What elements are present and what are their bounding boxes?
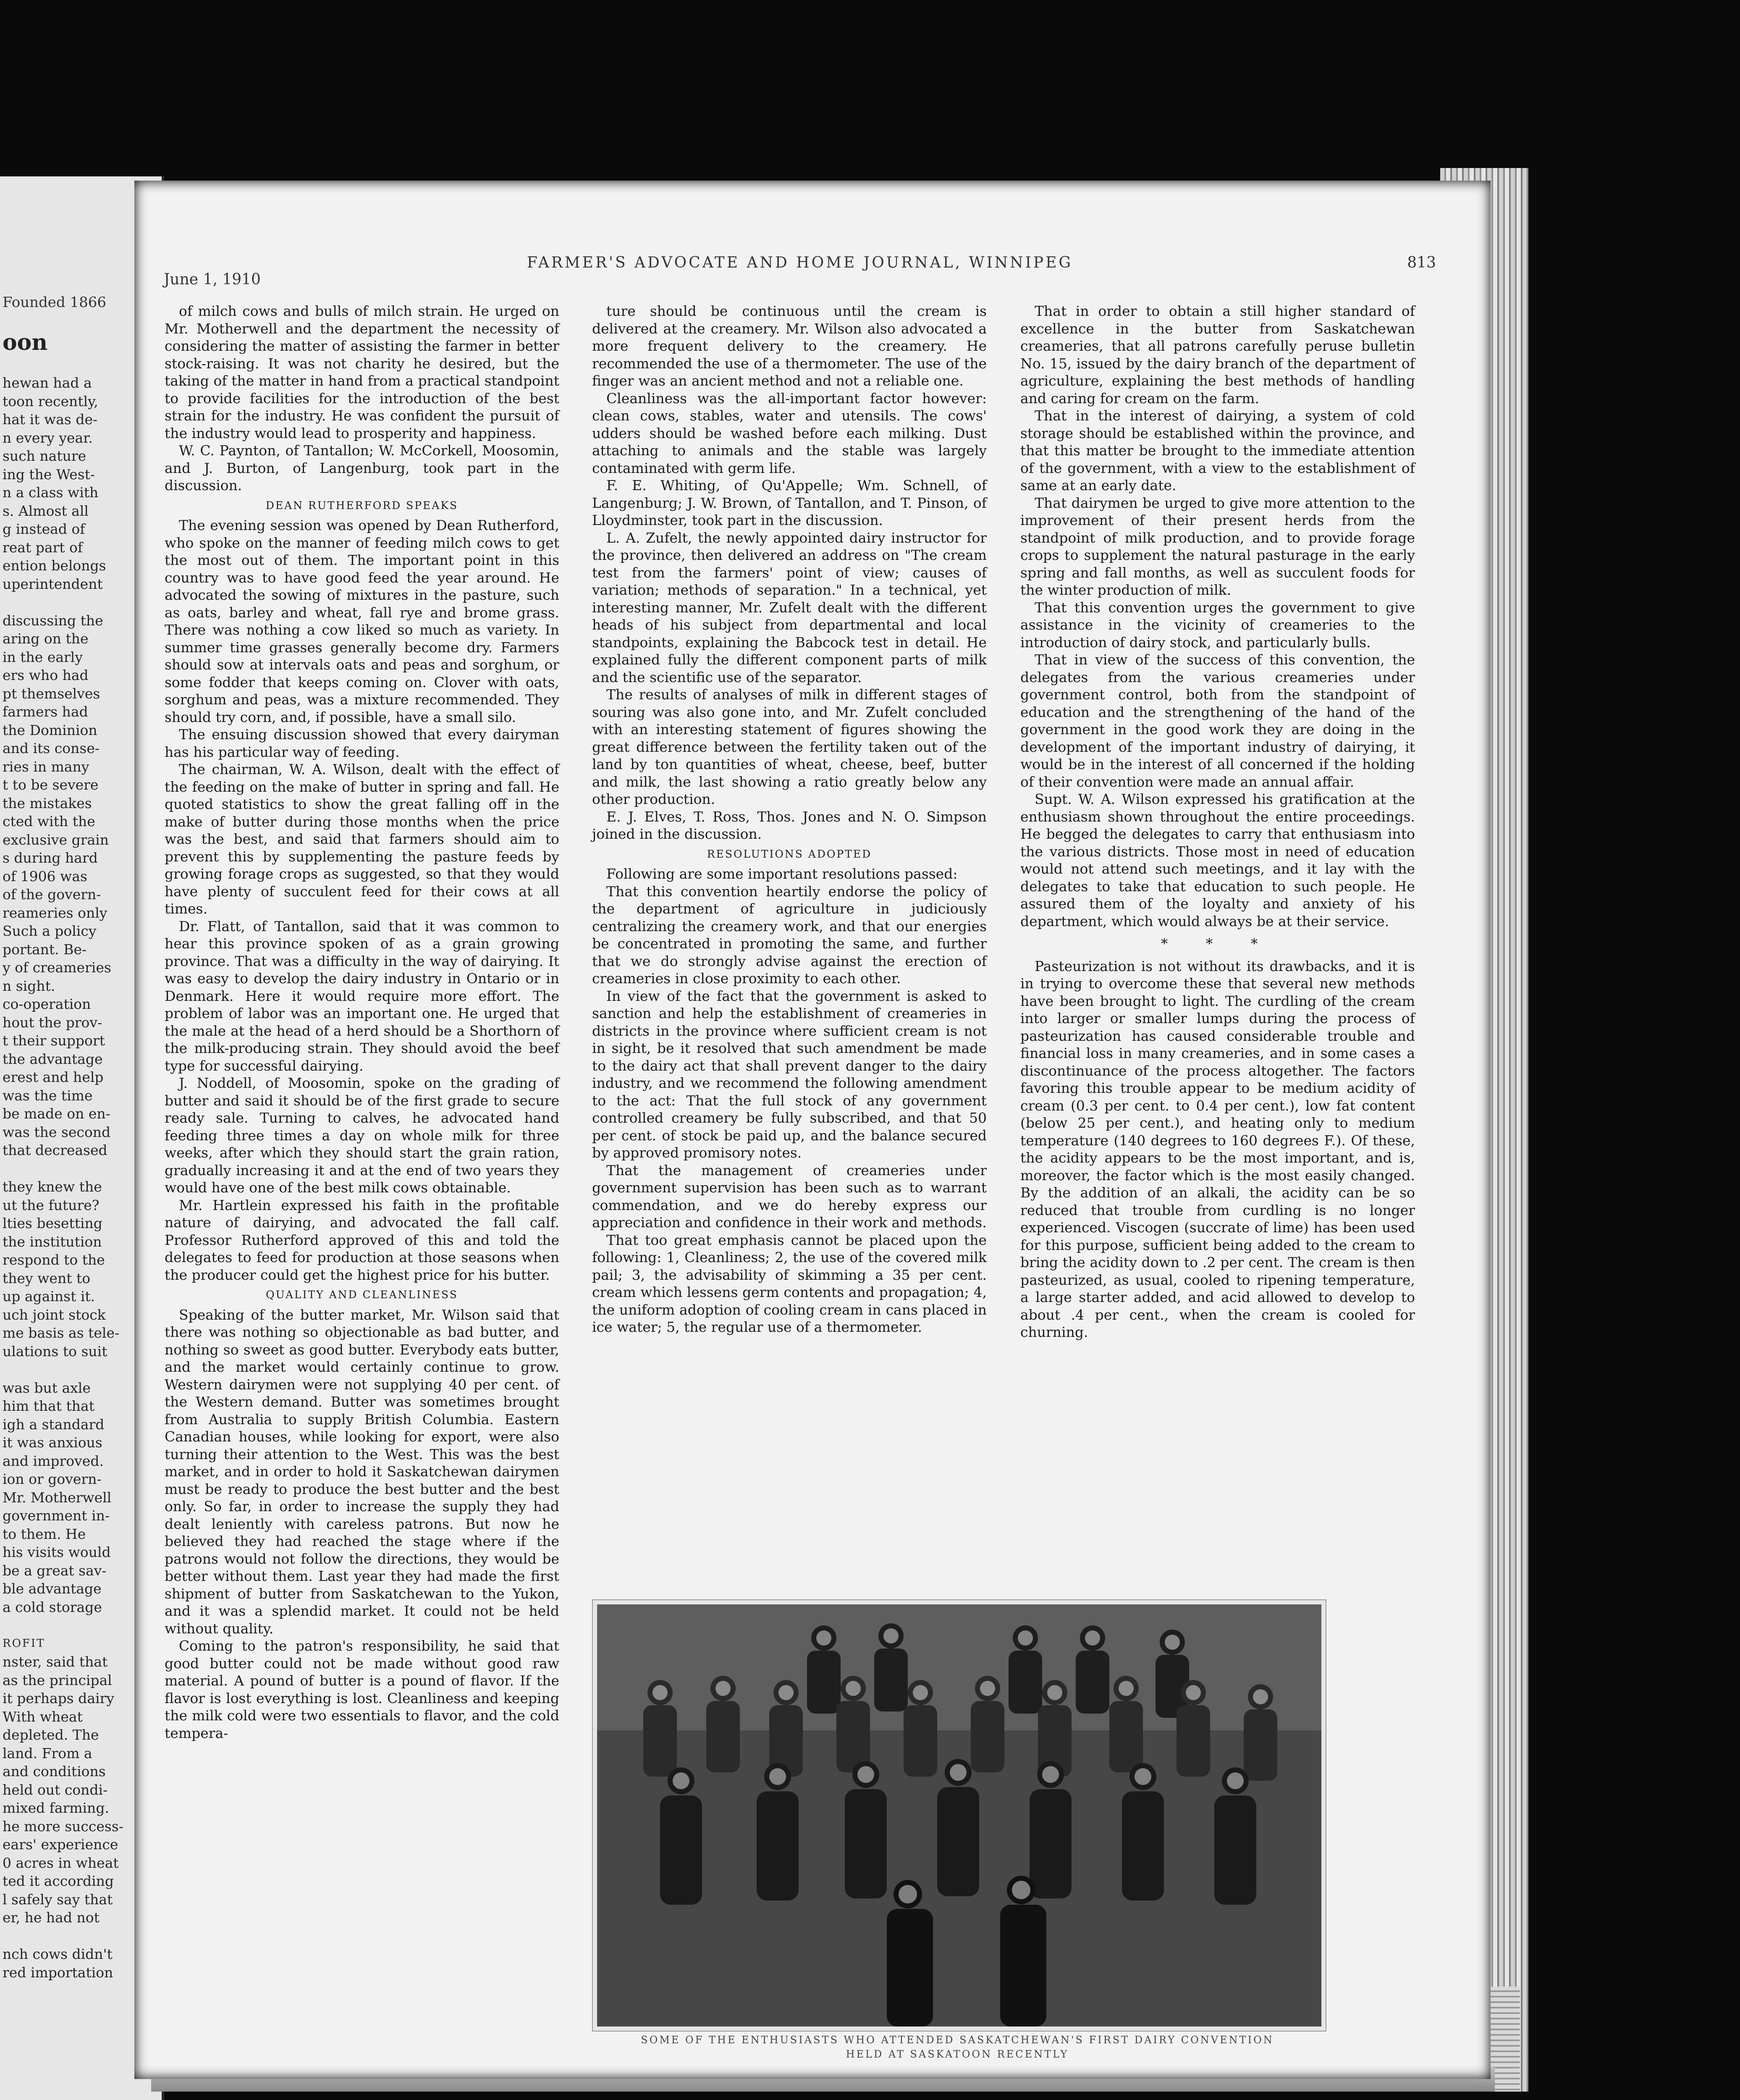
left-page-line: the institution: [3, 1233, 102, 1250]
left-page-line: be made on en-: [3, 1105, 110, 1122]
left-page-line: respond to the: [3, 1252, 105, 1268]
paragraph: The evening session was opened by Dean Rutherford, who spoke on the manner of feeding milch cows to get the most out of them. The important point in this country was to have good feed the year around. He advocated the sowing of mixtures in the pasture, such as oats, barley and wheat, fall rye and brome grass. There was nothing a cow liked so much as variety. In summer time grasses generally become dry. Farmers should sow at intervals oats and peas and sorghum, or some fodder that keeps coming on. Clover with oats, sorghum and peas, was a mixture recommended. They should try corn, and, if possible, have a small silo.: [165, 517, 559, 725]
paragraph: Cleanliness was the all-important factor however: clean cows, stables, water and utensils. The cows' udders should be washed before each milking. Dust attaching to animals and the stable was largely contaminated with germ life.: [592, 390, 987, 476]
column-3: [1020, 302, 1415, 1341]
section-heading-resolutions: RESOLUTIONS ADOPTED: [707, 848, 872, 860]
left-page-line: of the govern-: [3, 886, 101, 903]
column-3-pasteurization: [1020, 958, 1415, 1341]
photo-caption: [630, 2033, 1285, 2061]
left-page-line: co-operation: [3, 996, 91, 1012]
left-page-line: it perhaps dairy: [3, 1690, 114, 1706]
left-page-line: held out condi-: [3, 1781, 108, 1798]
left-page-line: ulations to suit: [3, 1343, 107, 1360]
left-page-line: s during hard: [3, 850, 98, 866]
left-page-line: in the early: [3, 648, 83, 665]
left-page-line: uch joint stock: [3, 1306, 106, 1323]
left-page-line: ted it according: [3, 1873, 114, 1889]
paragraph: The results of analyses of milk in different stages of souring was also gone into, and Mr. Zufelt concluded with an interesting statement of figures showing the great difference between the fertility taken out of the land by ton quantities of wheat, cheese, beef, butter and milk, the last showing a ratio greatly below any other production.: [592, 686, 987, 807]
left-page-line: was the second: [3, 1124, 111, 1140]
column-2-body: [592, 302, 987, 843]
left-page-line: a cold storage: [3, 1599, 102, 1615]
left-page-line: portant. Be-: [3, 941, 87, 958]
left-page-line: depleted. The: [3, 1727, 99, 1743]
left-page-line: hewan had a: [3, 375, 92, 391]
left-page-line: reat part of: [3, 539, 83, 556]
left-page-line: mixed farming.: [3, 1800, 109, 1816]
left-page-line: t to be severe: [3, 777, 99, 793]
left-page-line: be a great sav-: [3, 1562, 107, 1579]
column-2-resolutions: [592, 865, 987, 1336]
left-page-line: hout the prov-: [3, 1014, 102, 1031]
left-page-line: and conditions: [3, 1763, 106, 1780]
left-page-line: ing the West-: [3, 466, 95, 483]
left-page-line: er, he had not: [3, 1909, 100, 1926]
column-1-quality: [165, 1306, 559, 1742]
left-page-line: exclusive grain: [3, 831, 109, 848]
left-page-line: pt themselves: [3, 685, 100, 702]
left-page-line: 0 acres in wheat: [3, 1854, 119, 1871]
paragraph: That this convention heartily endorse the policy of the department of agriculture in judiciously centralizing the creamery work, and that our energies be concentrated in promoting the same, and further that we do strongly advise against the erection of creameries in close proximity to each other.: [592, 883, 987, 987]
left-page-line: nster, said that: [3, 1654, 108, 1670]
left-page-line: discussing the: [3, 612, 103, 629]
left-page-line: such nature: [3, 448, 86, 464]
column-2: [592, 302, 987, 1336]
left-page-line: up against it.: [3, 1288, 95, 1305]
left-page-line: was but axle: [3, 1379, 91, 1396]
section-separator: * * *: [1161, 935, 1275, 952]
left-page-line: With wheat: [3, 1708, 83, 1725]
left-page-line: land. From a: [3, 1745, 92, 1761]
paragraph: That dairymen be urged to give more attention to the improvement of their present herds from the standpoint of milk production, and to provide forage crops to supplement the natural pasturage in the early spring and fall months, as well as succulent foods for the winter production of milk.: [1020, 494, 1415, 598]
left-page-line: as the principal: [3, 1672, 112, 1688]
left-page-line: igh a standard: [3, 1416, 105, 1433]
left-page-line: cted with the: [3, 813, 95, 830]
left-page-line: ut the future?: [3, 1197, 100, 1213]
left-page-line: n a class with: [3, 484, 99, 501]
section-heading-dean-rutherford: DEAN RUTHERFORD SPEAKS: [265, 499, 459, 512]
paragraph: J. Noddell, of Moosomin, spoke on the grading of butter and said it should be of the first grade to secure ready sale. Turning to calves, he advocated hand feeding three times a day on whole milk for three weeks, after which they should start the grain ration, gradually increasing it and at the end of two years they would have one of the best milk cows obtainable.: [165, 1075, 559, 1196]
left-page-line: Such a policy: [3, 923, 97, 939]
left-page-line: aring on the: [3, 630, 89, 647]
left-page-line: he more success-: [3, 1818, 123, 1835]
left-page-line: the Dominion: [3, 722, 97, 738]
photo-caption-line-2: HELD AT SASKATOON RECENTLY: [846, 2048, 1069, 2060]
paragraph: F. E. Whiting, of Qu'Appelle; Wm. Schnell, of Langenburg; J. W. Brown, of Tantallon, and T. Pinson, of Lloydminster, took part in the discussion.: [592, 477, 987, 528]
left-page-line: ention belongs: [3, 557, 106, 574]
left-page-line: was the time: [3, 1087, 93, 1104]
column-1-body: [165, 517, 559, 1284]
left-page-line: ears' experience: [3, 1836, 118, 1853]
paragraph: In view of the fact that the government is asked to sanction and help the establishment of creameries in districts in the province where sufficient cream is not in sight, be it resolved that such amendment be made to the dairy act that shall prevent danger to the dairy industry, and we recommend the following amendment to the act: That the full stock of any government controlled creamery be fully subscribed, and that 50 per cent. of stock be paid up, and the balance secured by approved promisory notes.: [592, 987, 987, 1161]
left-page-line: and improved.: [3, 1452, 104, 1469]
left-page-line: y of creameries: [3, 959, 111, 976]
left-page-line: it was anxious: [3, 1434, 102, 1451]
left-page-line: t their support: [3, 1032, 105, 1049]
paragraph: That this convention urges the government to give assistance in the vicinity of creameries to the introduction of dairy stock, and particularly bulls.: [1020, 599, 1415, 651]
paragraph: of milch cows and bulls of milch strain. He urged on Mr. Motherwell and the department the necessity of considering the matter of assisting the farmer in better stock-raising. It was not charity he desired, but the taking of the matter in hand from a practical standpoint to provide facilities for the introduction of the best strain for the industry. He was confident the pursuit of the industry would lead to prosperity and happiness.: [165, 303, 559, 441]
left-page-title: oon: [3, 330, 48, 355]
paragraph: That too great emphasis cannot be placed upon the following: 1, Cleanliness; 2, the use of the covered milk pail; 3, the advisability of skimming a 35 per cent. cream which lessens germ contents and propagation; 4, the uniform adoption of cooling cream in cans placed in ice water; 5, the regular use of a thermometer.: [592, 1231, 987, 1335]
section-heading-quality: QUALITY AND CLEANLINESS: [266, 1289, 458, 1301]
left-page-line: toon recently,: [3, 393, 98, 410]
paragraph: The ensuing discussion showed that every dairyman has his particular way of feeding.: [165, 726, 559, 760]
paragraph: Mr. Hartlein expressed his faith in the profitable nature of dairying, and advocated the fall calf. Professor Rutherford approved of this and told the delegates to feed for production at those seasons when the producer could get the highest price for his butter.: [165, 1197, 559, 1283]
paragraph: Speaking of the butter market, Mr. Wilson said that there was nothing so objectionable as bad butter, and nothing so sweet as good butter. Everybody eats butter, and the market would certainly continue to grow. Western dairymen were not supplying 40 per cent. of the Western demand. Butter was sometimes brought from Australia to supply British Columbia. Eastern Canadian houses, while looking for export, were also turning their attention to the West. This was the best market, and in order to hold it Saskatchewan dairymen must be ready to produce the best butter and the best only. So far, in order to increase the supply they had dealt leniently with careless patrons. But now he believed they had reached the stage where if the patrons would not follow the directions, they would be better without them. Last year they had made the first shipment of butter from Saskatchewan to the Yukon, and it was a splendid market. It could not be held without quality.: [165, 1306, 559, 1637]
left-page-line: ble advantage: [3, 1580, 102, 1597]
left-page-line: ries in many: [3, 758, 89, 775]
journal-title: FARMER'S ADVOCATE AND HOME JOURNAL, WINNIPEG: [527, 254, 1073, 271]
issue-date: June 1, 1910: [164, 271, 261, 288]
paragraph: ture should be continuous until the cream is delivered at the creamery. Mr. Wilson also advocated a more frequent delivery to the creamery. He recommended the use of a thermometer. The use of the finger was an ancient method and not a reliable one.: [592, 303, 987, 389]
left-page-line: that decreased: [3, 1142, 107, 1158]
paragraph: Following are some important resolutions passed:: [606, 866, 958, 882]
left-page-line: n sight.: [3, 977, 55, 994]
photo-caption-line-1: SOME OF THE ENTHUSIASTS WHO ATTENDED SASKATCHEWAN'S FIRST DAIRY CONVENTION: [641, 2034, 1274, 2046]
paragraph: Dr. Flatt, of Tantallon, said that it was common to hear this province spoken of as a grain growing province. That was a difficulty in the way of dairying. It was easy to develop the dairy industry in Ontario or in Denmark. Here it would require more effort. The problem of labor was an important one. He urged that the male at the head of a herd should be a Shorthorn of the milk-producing strain. They should avoid the beef type for successful dairying.: [165, 918, 559, 1074]
paragraph: L. A. Zufelt, the newly appointed dairy instructor for the province, then delivered an address on "The cream test from the farmers' point of view; causes of variation; methods of separation." In a technical, yet interesting manner, Mr. Zufelt dealt with the different heads of his subject from departmental and local standpoints, explaining the Babcock test in detail. He explained fully the different component parts of milk and the scientific use of the separator.: [592, 529, 987, 685]
paragraph: Supt. W. A. Wilson expressed his gratification at the enthusiasm shown throughout the entire proceedings. He begged the delegates to carry that enthusiasm into the various districts. Those most in need of education would not attend such meetings, and it lay with the delegates to take that education to such people. He assured them of the loyalty and anxiety of his department, which would always be at their service.: [1020, 791, 1415, 929]
group-photo-figures: [597, 1604, 1321, 2026]
column-1-intro: [165, 302, 559, 494]
left-page-line: government in-: [3, 1507, 110, 1524]
left-page-line: farmers had: [3, 704, 88, 720]
group-photograph: [593, 1600, 1326, 2031]
left-page-line: and its conse-: [3, 740, 100, 756]
left-page-header: Founded 1866: [3, 294, 106, 311]
left-page-line: ion or govern-: [3, 1471, 102, 1487]
paragraph: Coming to the patron's responsibility, he said that good butter could not be made without good raw material. A pound of butter is a pound of flavor. If the flavor is lost everything is lost. Cleanliness and keeping the milk cold were two essentials to flavor, and the cold tempera-: [165, 1638, 559, 1741]
left-page-line: me basis as tele-: [3, 1325, 120, 1341]
page-number: 813: [1407, 254, 1436, 271]
left-page-line: Mr. Motherwell: [3, 1489, 112, 1506]
left-page-line: to them. He: [3, 1525, 86, 1542]
left-page-line: l safely say that: [3, 1891, 113, 1908]
paragraph: That the management of creameries under government supervision has been such as to warrant commendation, and we do hereby express our appreciation and confidence in their work and methods.: [592, 1162, 987, 1231]
left-page-line: hat it was de-: [3, 411, 98, 428]
paragraph: That in the interest of dairying, a system of cold storage should be established within the province, and that this matter be brought to the immediate attention of the government, with a view to the establishment of same at an early date.: [1020, 407, 1415, 494]
left-page-line: his visits would: [3, 1544, 111, 1560]
left-page-line: they went to: [3, 1270, 91, 1286]
paragraph: That in view of the success of this convention, the delegates from the various creameries under government control, both from the standpoint of education and the strengthening of the hand of the government in the good work they are doing in the development of the important industry of dairying, it would be in the interest of all concerned if the holding of their convention were made an annual affair.: [1020, 651, 1415, 790]
left-page-line: him that that: [3, 1398, 94, 1414]
journal-page: [134, 181, 1491, 2079]
paragraph: That in order to obtain a still higher standard of excellence in the butter from Saskatchewan creameries, that all patrons carefully peruse bulletin No. 15, issued by the dairy branch of the department of agriculture, explaining the best methods of handling and caring for cream on the farm.: [1020, 303, 1415, 407]
left-page-line: erest and help: [3, 1069, 104, 1085]
left-page-line: ers who had: [3, 667, 89, 683]
left-page-line: uperintendent: [3, 575, 103, 592]
paragraph: The chairman, W. A. Wilson, dealt with the effect of the feeding on the make of butter in spring and fall. He quoted statistics to show the great falling off in the make of butter during those months when the price was the best, and said that farmers should aim to prevent this by supplementing the pasture feeds by growing forage crops as suggested, so that they would have plenty of succulent feed for their cows at all times.: [165, 761, 559, 917]
column-3-resolutions: [1020, 302, 1415, 930]
left-page-line: n every year.: [3, 429, 93, 446]
left-page-line: g instead of: [3, 521, 85, 537]
left-page-line: nch cows didn't: [3, 1946, 113, 1962]
left-page-line: reameries only: [3, 904, 107, 921]
left-page-line: red importation: [3, 1964, 113, 1981]
left-page-line: lties besetting: [3, 1215, 102, 1231]
left-page-line: they knew the: [3, 1179, 102, 1195]
left-page-line: s. Almost all: [3, 502, 89, 519]
left-page-line: the advantage: [3, 1050, 103, 1067]
column-1: [165, 302, 559, 1742]
left-page-line: ROFIT: [3, 1637, 45, 1650]
left-page-line: the mistakes: [3, 795, 92, 811]
paragraph: E. J. Elves, T. Ross, Thos. Jones and N. O. Simpson joined in the discussion.: [592, 808, 987, 842]
paragraph: W. C. Paynton, of Tantallon; W. McCorkell, Moosomin, and J. Burton, of Langenburg, took part in the discussion.: [165, 442, 559, 494]
left-page-line: of 1906 was: [3, 868, 87, 885]
paragraph: Pasteurization is not without its drawbacks, and it is in trying to overcome these that several new methods have been brought to light. The curdling of the cream into larger or smaller lumps during the process of pasteurization has caused considerable trouble and financial loss in many creameries, and in some cases a discontinuance of the process altogether. The factors favoring this trouble appear to be medium acidity of cream (0.3 per cent. to 0.4 per cent.), low fat content (below 25 per cent.), and heating only to medium temperature (140 degrees to 160 degrees F.). Of these, the acidity appears to be the most important, and is, moreover, the factor which is the most easily changed. By the addition of an alkali, the acidity can be so reduced that trouble from curdling is no longer experienced. Viscogen (succrate of lime) has been used for this purpose, sufficient being added to the cream to bring the acidity down to .2 per cent. The cream is then pasteurized, as usual, cooled to ripening temperature, a large starter added, and acid allowed to develop to about .4 per cent., when the cream is cooled for churning.: [1020, 958, 1415, 1340]
